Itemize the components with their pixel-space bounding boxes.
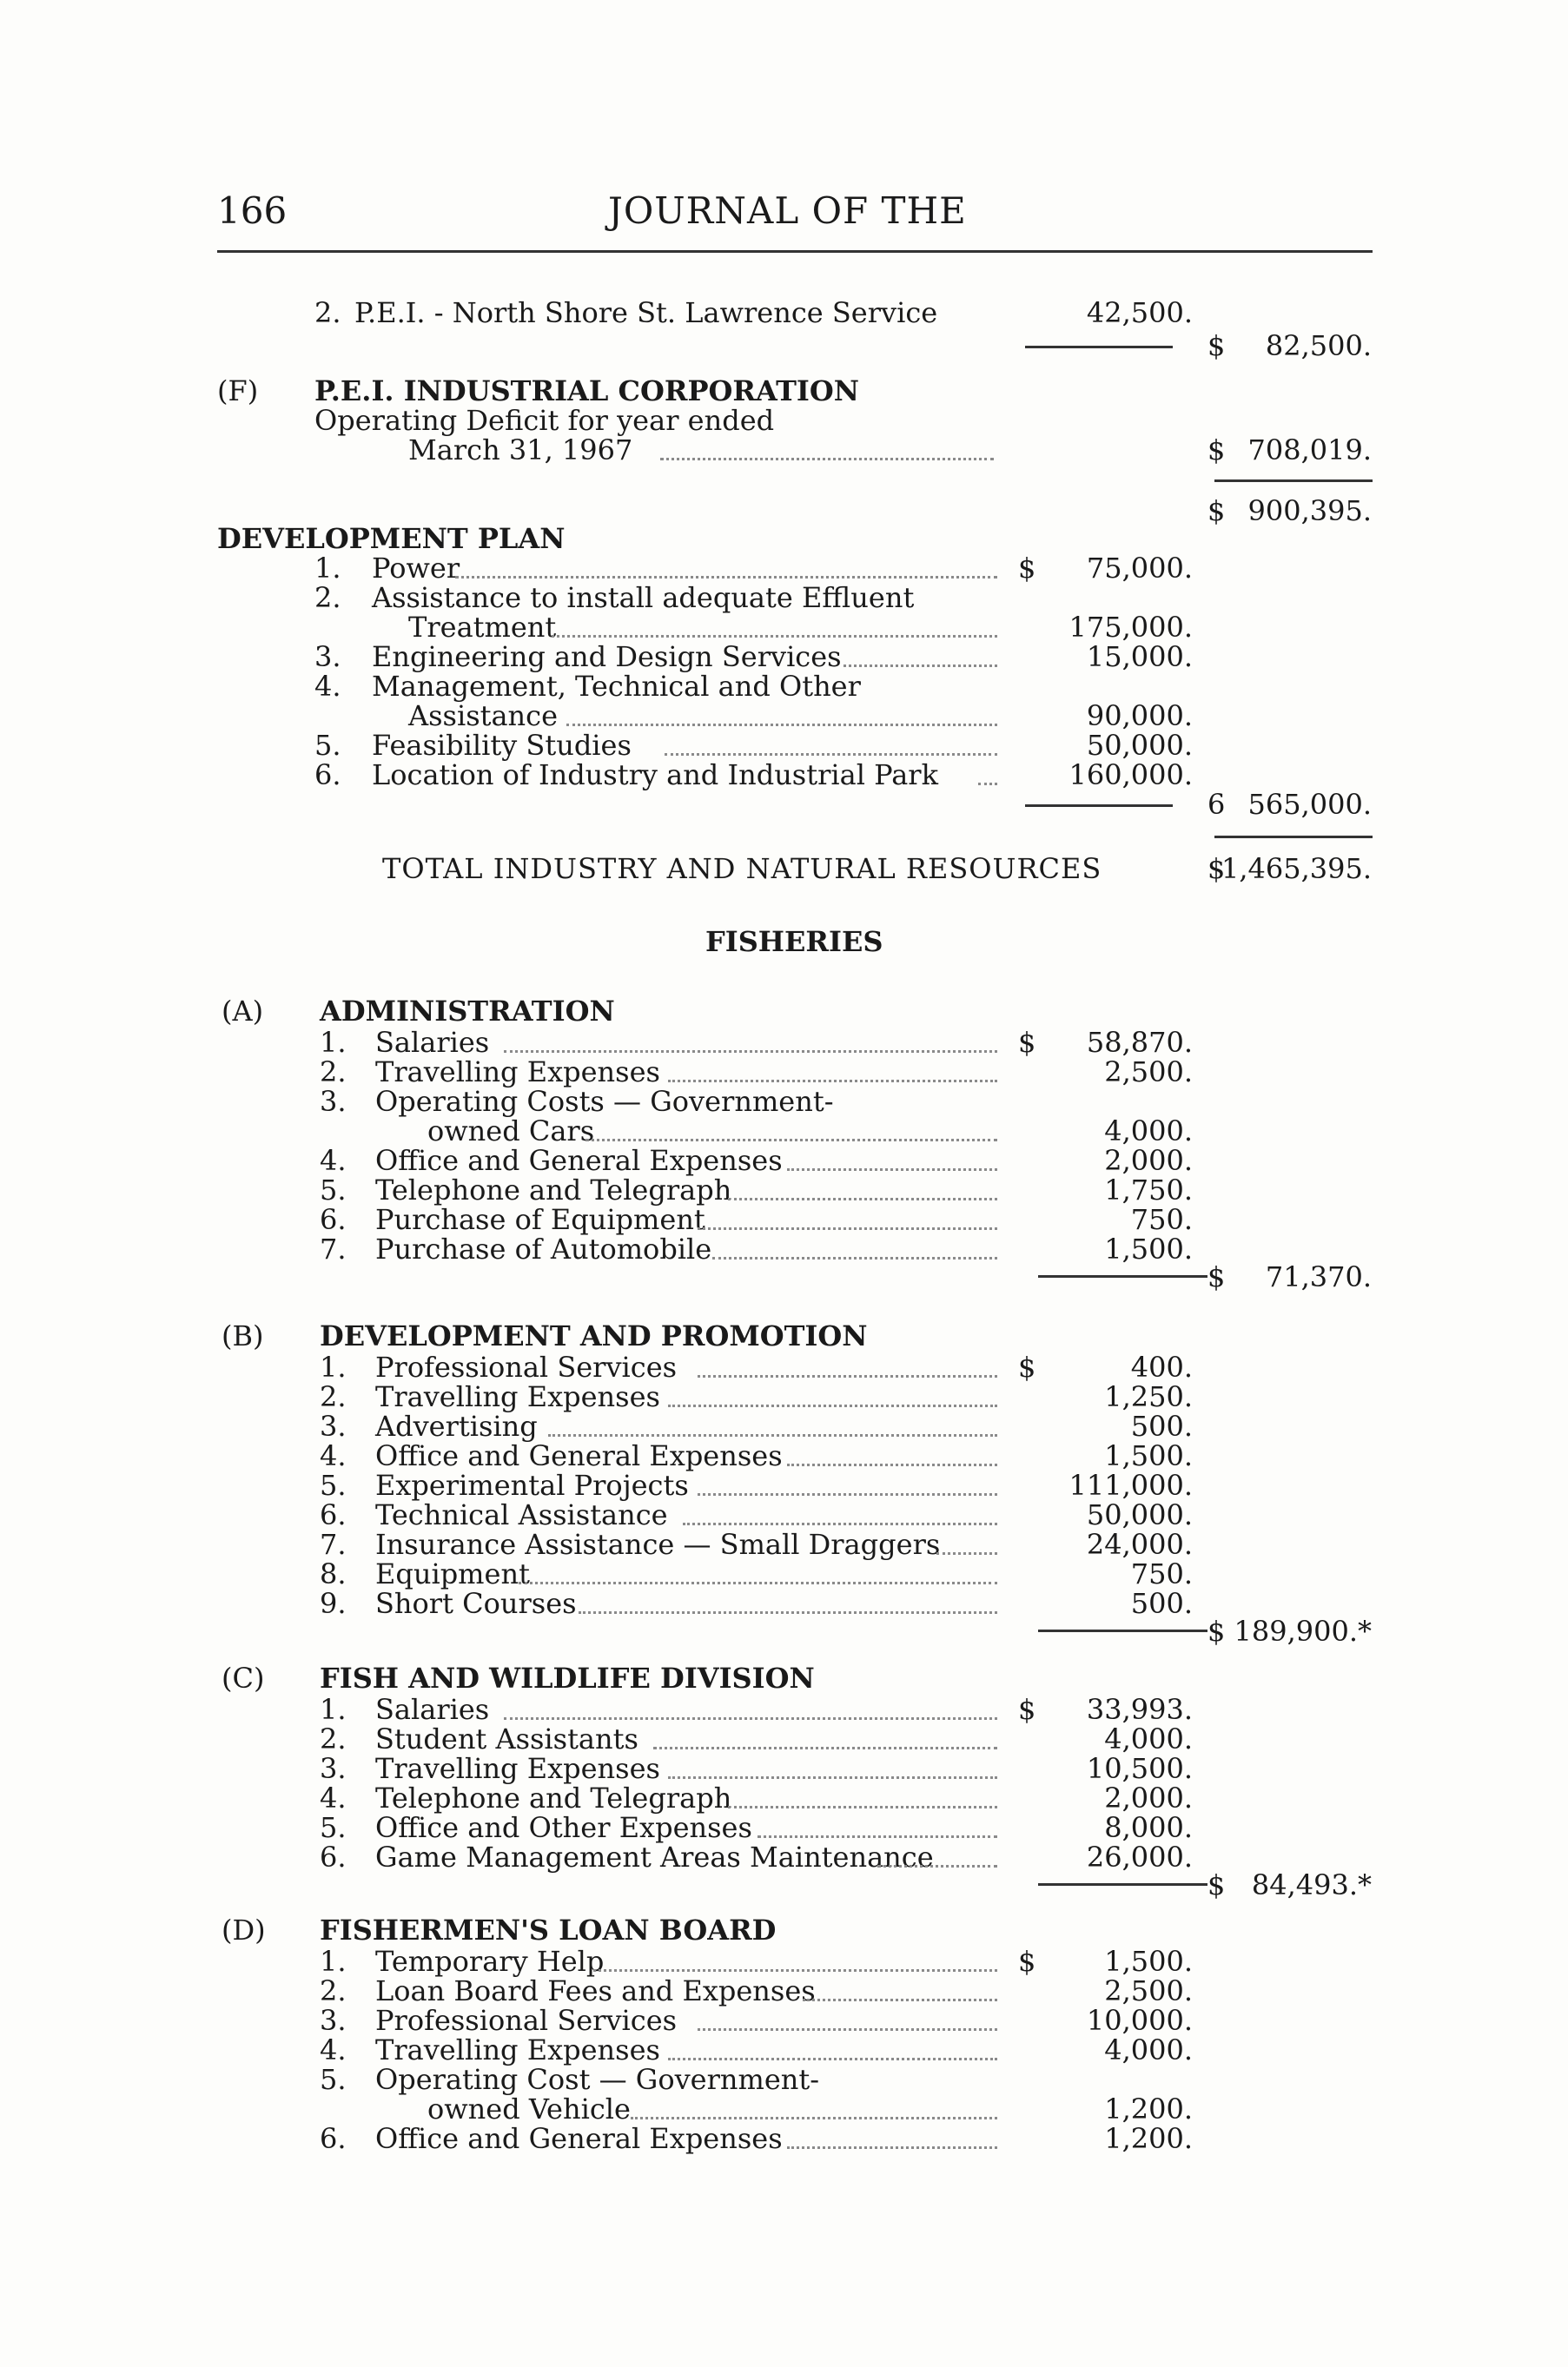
page-title: JOURNAL OF THE	[608, 189, 967, 232]
item-amount: 8,000.	[1104, 1811, 1193, 1844]
item-amount: 24,000.	[1086, 1528, 1193, 1561]
item-number: 4.	[320, 1439, 347, 1472]
dot-leader	[455, 576, 997, 579]
item-number: 1.	[320, 1026, 347, 1059]
total-rule	[1214, 836, 1373, 838]
dot-leader	[504, 1050, 997, 1053]
item-label: Salaries	[375, 1693, 490, 1726]
item-number: 2.	[320, 1722, 347, 1755]
section-letter: (B)	[222, 1319, 264, 1352]
item-amount: 10,500.	[1086, 1752, 1193, 1785]
line-item	[0, 1558, 1568, 1590]
item-amount: 4,000.	[1104, 1722, 1193, 1755]
item-label: owned Vehicle	[427, 2093, 631, 2126]
line-item	[0, 1115, 1568, 1147]
fisheries-title-row	[0, 926, 1568, 957]
item-amount: 2,500.	[1104, 1055, 1193, 1088]
item-label: Telephone and Telegraph	[375, 1174, 732, 1207]
line-item	[0, 1086, 1568, 1117]
section-total: 84,493.*	[1251, 1868, 1372, 1901]
item-amount: 90,000.	[1086, 699, 1193, 732]
section-heading-row	[0, 1663, 1568, 1694]
dot-leader	[668, 1405, 997, 1407]
dot-leader	[579, 1611, 997, 1614]
section-heading-row	[0, 995, 1568, 1027]
line-item	[0, 1381, 1568, 1412]
item-label: Purchase of Automobile	[375, 1233, 712, 1266]
line-item	[0, 1753, 1568, 1784]
dot-leader	[668, 2058, 997, 2060]
item-amount: 1,500.	[1104, 1233, 1193, 1266]
item-number: 4.	[320, 2033, 347, 2066]
item-label: Assistance to install adequate Effluent	[372, 581, 915, 614]
item-amount: 175,000.	[1068, 611, 1193, 644]
item-amount: 10,000.	[1086, 2004, 1193, 2037]
line-item	[0, 2093, 1568, 2125]
item-amount: 2,500.	[1104, 1974, 1193, 2007]
item-amount: 26,000.	[1086, 1841, 1193, 1874]
item-number: 4.	[314, 670, 341, 703]
item-amount: 1,200.	[1104, 2122, 1193, 2155]
section-letter: (A)	[222, 995, 264, 1028]
dot-leader	[728, 1806, 997, 1808]
dot-leader	[728, 1198, 997, 1200]
line-item	[0, 641, 1568, 672]
section-heading-row: DEVELOPMENT PLAN	[217, 522, 566, 555]
item-label: Student Assistants	[375, 1722, 638, 1755]
line-item	[0, 1812, 1568, 1843]
item-number: 6.	[320, 2122, 347, 2155]
item-number: 1.	[320, 1945, 347, 1978]
item-label: Insurance Assistance — Small Draggers	[375, 1528, 941, 1561]
dot-leader	[787, 2146, 997, 2149]
dot-leader	[698, 1493, 997, 1496]
item-number: 4.	[320, 1782, 347, 1815]
item-label: Assistance	[408, 699, 559, 732]
item-amount: 500.	[1130, 1587, 1193, 1620]
dot-leader	[683, 1523, 997, 1525]
item-amount: 111,000.	[1068, 1469, 1193, 1502]
item-label: Travelling Expenses	[375, 2033, 660, 2066]
dot-leader	[787, 1168, 997, 1171]
item-number: 1.	[320, 1693, 347, 1726]
total-rule	[1214, 479, 1373, 482]
item-label: Advertising	[375, 1410, 538, 1443]
line-item	[0, 1499, 1568, 1531]
line-item: Operating Deficit for year ended	[314, 404, 775, 437]
section-total: 71,370.	[1265, 1260, 1372, 1293]
item-label: Operating Cost — Government-	[375, 2063, 820, 2096]
item-number: 3.	[320, 1085, 347, 1118]
dollar-sign: $	[1018, 1945, 1036, 1978]
line-item	[0, 1723, 1568, 1755]
line-item	[0, 552, 1568, 584]
section-heading: FISHERMEN'S LOAN BOARD	[320, 1914, 777, 1947]
grand-total-row: TOTAL INDUSTRY AND NATURAL RESOURCES $ 1,465,395.	[382, 852, 1372, 885]
item-label: Operating Costs — Government-	[375, 1085, 834, 1118]
line-item	[0, 1145, 1568, 1176]
item-label: Office and General Expenses	[375, 1439, 783, 1472]
section-letter: (D)	[222, 1914, 266, 1947]
item-number: 2.	[320, 1055, 347, 1088]
item-number: 3.	[320, 2004, 347, 2037]
item-amount: 500.	[1130, 1410, 1193, 1443]
dot-leader	[665, 753, 997, 756]
item-label: Game Management Areas Maintenance	[375, 1841, 934, 1874]
dot-leader	[504, 1717, 997, 1720]
item-label: Salaries	[375, 1026, 490, 1059]
dot-leader	[698, 1375, 997, 1378]
dot-leader	[978, 783, 997, 785]
item-label: Management, Technical and Other	[372, 670, 861, 703]
dot-leader	[668, 1080, 997, 1082]
item-number: 5.	[320, 1174, 347, 1207]
item-label: Temporary Help	[375, 1945, 605, 1978]
item-number: 1.	[314, 552, 341, 585]
item-number: 3.	[320, 1410, 347, 1443]
item-amount: 1,200.	[1104, 2093, 1193, 2126]
item-amount: 1,750.	[1104, 1174, 1193, 1207]
line-item	[0, 2034, 1568, 2066]
item-label: Location of Industry and Industrial Park	[372, 758, 938, 791]
item-amount: 1,500.	[1104, 1439, 1193, 1472]
item-label: Professional Services	[375, 2004, 678, 2037]
dot-leader	[803, 1999, 997, 2001]
header-rule	[217, 250, 1373, 253]
item-number: 3.	[320, 1752, 347, 1785]
item-number: 7.	[320, 1233, 347, 1266]
item-label: Equipment	[375, 1557, 530, 1590]
line-item	[0, 671, 1568, 702]
dot-leader	[586, 1139, 997, 1141]
dollar-sign: $	[1207, 1615, 1226, 1648]
section-total-row	[0, 1616, 1568, 1647]
item-amount: 1,500.	[1104, 1945, 1193, 1978]
item-label: Professional Services	[375, 1351, 678, 1384]
item-number: 9.	[320, 1587, 347, 1620]
fisheries-title: FISHERIES	[705, 925, 883, 958]
section-total-row	[0, 1869, 1568, 1901]
item-label: Office and General Expenses	[375, 1144, 783, 1177]
line-item	[0, 2064, 1568, 2095]
item-number: 7.	[320, 1528, 347, 1561]
section-total-row	[0, 1261, 1568, 1293]
item-label: Power	[372, 552, 460, 585]
dollar-sign: $	[1207, 1868, 1226, 1901]
section-heading: DEVELOPMENT AND PROMOTION	[320, 1319, 868, 1352]
line-item	[0, 730, 1568, 761]
section-heading-row	[0, 1914, 1568, 1946]
dot-leader	[698, 1227, 997, 1230]
item-label: Experimental Projects	[375, 1469, 689, 1502]
subtotal-row: $ 82,500.	[1207, 329, 1372, 362]
line-item: March 31, 1967 $ 708,019.	[408, 433, 1372, 466]
section-heading-row	[0, 1320, 1568, 1352]
item-label: Technical Assistance	[375, 1498, 668, 1531]
item-label: Travelling Expenses	[375, 1752, 660, 1785]
section-letter: (C)	[222, 1662, 265, 1695]
item-amount: 4,000.	[1104, 1114, 1193, 1147]
line-item	[0, 1694, 1568, 1725]
line-item	[0, 1440, 1568, 1471]
line-item	[0, 1411, 1568, 1442]
line-item	[0, 759, 1568, 790]
item-amount: 58,870.	[1086, 1026, 1193, 1059]
dot-leader	[698, 2028, 997, 2031]
dot-leader	[787, 1464, 997, 1466]
item-label: Office and General Expenses	[375, 2122, 783, 2155]
item-amount: 50,000.	[1086, 729, 1193, 762]
item-label: Purchase of Equipment	[375, 1203, 705, 1236]
line-item	[0, 2005, 1568, 2036]
item-number: 6.	[314, 758, 341, 791]
item-number: 3.	[314, 640, 341, 673]
line-item	[0, 1204, 1568, 1235]
line-item	[0, 1352, 1568, 1383]
dot-leader	[758, 1835, 997, 1838]
subtotal-row: 6 565,000.	[1207, 788, 1372, 821]
item-label: Office and Other Expenses	[375, 1811, 752, 1844]
item-number: 6.	[320, 1498, 347, 1531]
line-item	[0, 582, 1568, 613]
item-amount: 1,250.	[1104, 1380, 1193, 1413]
line-item	[0, 1174, 1568, 1206]
dollar-sign: $	[1018, 1693, 1036, 1726]
item-amount: 2,000.	[1104, 1144, 1193, 1177]
line-item	[0, 1782, 1568, 1814]
page-number: 166	[217, 189, 288, 232]
item-label: Feasibility Studies	[372, 729, 632, 762]
dot-leader	[668, 1776, 997, 1779]
item-label: Telephone and Telegraph	[375, 1782, 732, 1815]
section-heading: FISH AND WILDLIFE DIVISION	[320, 1662, 815, 1695]
item-label: Engineering and Design Services	[372, 640, 842, 673]
line-item: 2. P.E.I. - North Shore St. Lawrence Service 42,500.	[314, 296, 1193, 329]
item-number: 5.	[320, 2063, 347, 2096]
item-number: 2.	[320, 1380, 347, 1413]
item-amount: 75,000.	[1086, 552, 1193, 585]
line-item	[0, 700, 1568, 731]
dot-leader	[548, 1434, 997, 1437]
item-label: Travelling Expenses	[375, 1380, 660, 1413]
line-item	[0, 1056, 1568, 1088]
item-label: Short Courses	[375, 1587, 577, 1620]
line-item	[0, 1470, 1568, 1501]
dollar-sign: $	[1018, 552, 1036, 585]
item-number: 6.	[320, 1841, 347, 1874]
dot-leader	[631, 2117, 997, 2119]
item-amount: 160,000.	[1068, 758, 1193, 791]
item-number: 6.	[320, 1203, 347, 1236]
subtotal-row: $ 900,395.	[1207, 494, 1372, 527]
dollar-sign: $	[1207, 1260, 1226, 1293]
item-number: 2.	[320, 1974, 347, 2007]
line-item	[0, 1975, 1568, 2007]
item-amount: 400.	[1130, 1351, 1193, 1384]
dot-leader	[566, 724, 997, 726]
line-item	[0, 1529, 1568, 1560]
dot-leader	[936, 1552, 997, 1555]
item-number: 4.	[320, 1144, 347, 1177]
dot-leader	[653, 1747, 997, 1749]
item-number: 8.	[320, 1557, 347, 1590]
line-item	[0, 1946, 1568, 1977]
item-number: 2.	[314, 581, 341, 614]
dot-leader	[712, 1257, 997, 1260]
dollar-sign: $	[1018, 1351, 1036, 1384]
item-amount: 4,000.	[1104, 2033, 1193, 2066]
item-amount: 2,000.	[1104, 1782, 1193, 1815]
item-amount: 750.	[1130, 1203, 1193, 1236]
item-amount: 50,000.	[1086, 1498, 1193, 1531]
line-item	[0, 2123, 1568, 2154]
section-heading: ADMINISTRATION	[320, 995, 615, 1028]
dot-leader	[877, 1865, 997, 1868]
item-label: owned Cars	[427, 1114, 595, 1147]
line-item	[0, 1027, 1568, 1058]
item-label: Loan Board Fees and Expenses	[375, 1974, 816, 2007]
dollar-sign: $	[1018, 1026, 1036, 1059]
line-item	[0, 612, 1568, 643]
item-number: 5.	[314, 729, 341, 762]
dot-leader	[844, 664, 997, 667]
section-total: 189,900.*	[1234, 1615, 1372, 1648]
item-number: 1.	[320, 1351, 347, 1384]
item-amount: 33,993.	[1086, 1693, 1193, 1726]
dot-leader	[593, 1969, 997, 1972]
section-heading-row: (F) P.E.I. INDUSTRIAL CORPORATION	[217, 374, 859, 407]
dot-leader	[519, 1582, 997, 1584]
item-amount: 750.	[1130, 1557, 1193, 1590]
item-amount: 15,000.	[1086, 640, 1193, 673]
dot-leader	[552, 635, 997, 638]
item-label: Treatment	[408, 611, 557, 644]
item-number: 5.	[320, 1811, 347, 1844]
item-label: Travelling Expenses	[375, 1055, 660, 1088]
item-number: 5.	[320, 1469, 347, 1502]
